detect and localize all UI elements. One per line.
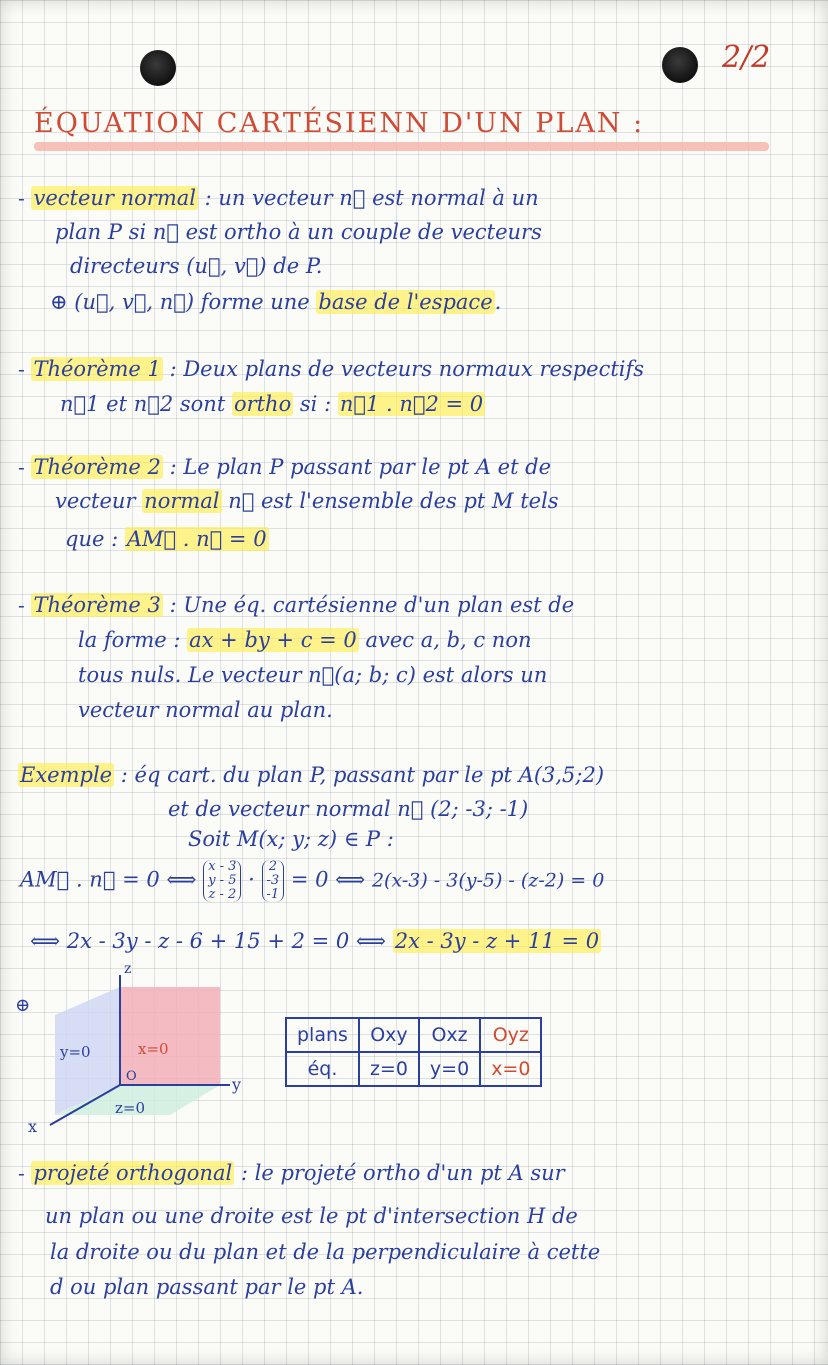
text: AM⃗ . n⃗ = 0 ⟺ [20,867,204,892]
text: . [494,290,502,314]
example-label: Exemple [20,763,113,787]
theorem1-formula: n⃗1 . n⃗2 = 0 [339,392,484,416]
normal-vector-term: vecteur normal [33,186,196,210]
base-term: base de l'espace [318,290,493,314]
text: : éq cart. du plan P, passant par le pt A(3,5;2) [114,763,605,787]
theorem3-line-1 [18,592,574,618]
projection-line-3: la droite ou du plan et de la perpendiculaire à cette [50,1240,601,1264]
example-result: 2x - 3y - z + 11 = 0 [394,929,600,953]
table-cell: z=0 [359,1052,419,1086]
projection-term: projeté orthogonal [33,1161,233,1185]
normal-vector-line-4 [50,289,501,315]
text: ⟺ 2x - 3y - z - 6 + 15 + 2 = 0 ⟺ [30,929,393,953]
example-line-4: AM⃗ . n⃗ = 0 ⟺ x - 3 y - 5 z - 2 · 2 -3 -1 = 0 ⟺ 2(x-3) - 3(y-5) - (z-2) = 0 [20,859,605,902]
plane-z0-label: z=0 [115,1099,146,1117]
theorem1-line-1 [18,356,644,382]
projection-line-2: un plan ou une droite est le pt d'intersection H de [45,1204,578,1228]
vector-am-x: x - 3 [208,859,237,874]
vector-am-z: z - 2 [208,887,237,902]
normal-vector-line-3: directeurs (u⃗, v⃗) de P. [70,254,323,278]
theorem2-formula: AM⃗ . n⃗ = 0 [126,527,267,551]
theorem3-line-3: tous nuls. Le vecteur n⃗(a; b; c) est alors un [78,663,548,687]
plus-icon: ⊕ [50,290,68,314]
theorem3-label: Théorème 3 [33,593,161,617]
origin-label: O [126,1069,137,1084]
plane-x0-label: x=0 [138,1040,169,1058]
table-cell: éq. [286,1052,359,1086]
projection-line-1 [18,1160,565,1186]
theorem2-line-2 [55,488,559,514]
bullet: - [18,186,25,210]
binder-hole-right [662,47,698,83]
vector-am [203,860,241,902]
theorem2-label: Théorème 2 [33,455,161,479]
vector-am-y: y - 5 [208,873,237,888]
bullet: - [18,455,25,479]
theorem2-line-1 [18,454,551,480]
table-cell: Oxy [359,1018,419,1052]
table-cell: x=0 [480,1052,541,1086]
theorem3-line-2 [78,627,532,653]
binder-hole-left [140,50,176,86]
text: si : [293,392,338,416]
table-cell: Oxz [419,1018,480,1052]
text: 2(x-3) - 3(y-5) - (z-2) = 0 [371,869,605,892]
text: : le projeté ortho d'un pt A sur [234,1161,565,1185]
text: la forme : [78,628,188,652]
example-line-2: et de vecteur normal n⃗ (2; -3; -1) [168,797,529,821]
page-title: ÉQUATION CARTÉSIENN D'UN PLAN : [34,108,645,139]
axes-diagram [15,961,260,1140]
table-row [286,1018,541,1052]
text: : un vecteur n⃗ est normal à un [197,186,539,210]
text: que : [65,527,125,551]
vector-n-x: 2 [268,859,277,874]
axis-z-label: z [124,961,132,977]
axis-x-label: x [28,1117,38,1136]
theorem1-label: Théorème 1 [33,357,161,381]
bullet: - [18,357,25,381]
theorem3-formula: ax + by + c = 0 [189,628,357,652]
example-line-5 [30,928,601,954]
normal-term: normal [144,489,220,513]
theorem1-line-2 [60,391,485,417]
vector-n [262,860,285,902]
example-line-3: Soit M(x; y; z) ∈ P : [188,827,394,851]
ortho-term: ortho [233,392,292,416]
plus-icon: ⊕ [15,995,31,1016]
table-cell: y=0 [419,1052,480,1086]
text: vecteur [55,489,143,513]
theorem3-line-4: vecteur normal au plan. [78,698,333,722]
title-highlight [34,142,769,151]
bullet: - [18,1161,25,1185]
text: n⃗ est l'ensemble des pt M tels [221,489,559,513]
table-row [286,1052,541,1086]
theorem2-line-3 [65,526,269,552]
text: n⃗1 et n⃗2 sont [60,392,232,416]
planes-table [285,1017,542,1087]
text: avec a, b, c non [358,628,532,652]
text: : Une éq. cartésienne d'un plan est de [162,593,575,617]
page-number: 2/2 [722,40,771,75]
table-cell: plans [286,1018,359,1052]
text: : Deux plans de vecteurs normaux respectifs [162,357,645,381]
normal-vector-line-2: plan P si n⃗ est ortho à un couple de vecteurs [55,220,542,244]
vector-n-z: -1 [266,887,280,902]
bullet: - [18,593,25,617]
table-cell: Oyz [480,1018,541,1052]
text: = 0 ⟺ [284,867,372,892]
plane-y0-label: y=0 [60,1043,91,1061]
normal-vector-line-1 [18,185,539,211]
vector-n-y: -3 [266,873,280,888]
example-line-1 [18,762,604,788]
text: : Le plan P passant par le pt A et de [162,455,552,479]
text: (u⃗, v⃗, n⃗) forme une [67,290,317,314]
projection-line-4: d ou plan passant par le pt A. [50,1275,364,1299]
axis-y-label: y [232,1075,242,1094]
